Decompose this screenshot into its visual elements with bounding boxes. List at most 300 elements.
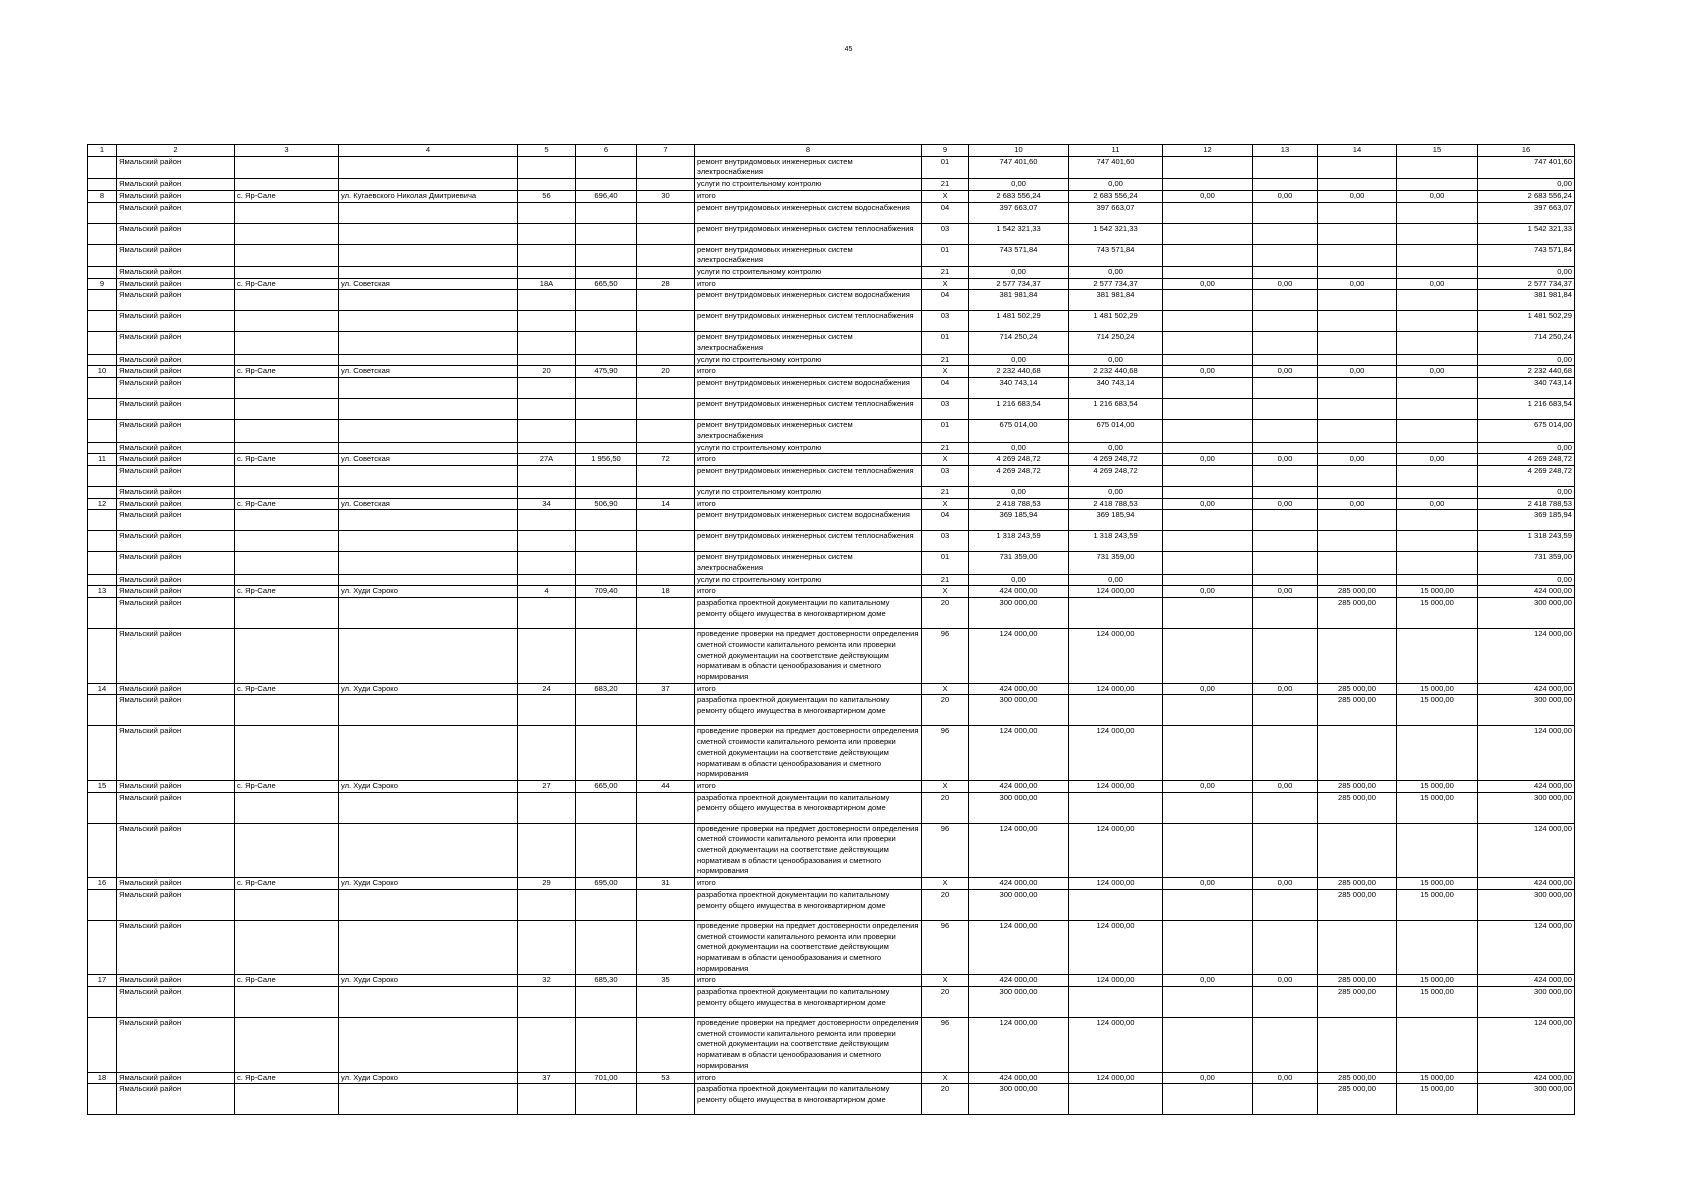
table-cell: 285 000,00 bbox=[1318, 683, 1397, 695]
table-cell: 0,00 bbox=[1069, 266, 1163, 278]
table-cell: 1 956,50 bbox=[576, 454, 637, 466]
table-cell bbox=[1318, 920, 1397, 975]
table-row bbox=[88, 920, 1575, 975]
table-cell: 6 bbox=[576, 145, 637, 157]
table-cell: Ямальский район bbox=[117, 792, 235, 823]
table-cell: 2 577 734,37 bbox=[969, 278, 1069, 290]
table-cell bbox=[576, 920, 637, 975]
table-cell bbox=[576, 889, 637, 920]
table-cell bbox=[235, 486, 339, 498]
table-cell bbox=[576, 726, 637, 781]
table-cell: с. Яр-Сале bbox=[235, 190, 339, 202]
table-cell: 12 bbox=[88, 498, 117, 510]
table-cell bbox=[576, 290, 637, 311]
table-cell: 15 000,00 bbox=[1397, 975, 1478, 987]
table-cell bbox=[518, 354, 576, 366]
table-cell: Ямальский район bbox=[117, 266, 235, 278]
table-cell: ремонт внутридомовых инженерных систем теплоснабжения bbox=[695, 223, 922, 244]
table-cell: 7 bbox=[637, 145, 695, 157]
table-cell: 714 250,24 bbox=[969, 332, 1069, 354]
table-cell bbox=[1253, 266, 1318, 278]
table-cell bbox=[235, 510, 339, 531]
table-cell: 506,90 bbox=[576, 498, 637, 510]
table-cell: 27 bbox=[518, 780, 576, 792]
table-cell bbox=[518, 792, 576, 823]
table-cell bbox=[518, 223, 576, 244]
table-cell: разработка проектной документации по капитальному ремонту общего имущества в многоквартирном доме bbox=[695, 889, 922, 920]
table-cell: ул. Советская bbox=[339, 498, 518, 510]
table-row bbox=[88, 987, 1575, 1018]
table-cell bbox=[235, 354, 339, 366]
table-cell: Х bbox=[922, 975, 969, 987]
table-cell: 731 359,00 bbox=[1478, 552, 1575, 574]
table-cell: 285 000,00 bbox=[1318, 1084, 1397, 1115]
table-cell bbox=[235, 987, 339, 1018]
table-cell: 685,30 bbox=[576, 975, 637, 987]
table-cell: Ямальский район bbox=[117, 726, 235, 781]
table-cell: 72 bbox=[637, 454, 695, 466]
table-row bbox=[88, 780, 1575, 792]
table-cell: Ямальский район bbox=[117, 179, 235, 191]
table-cell: Ямальский район bbox=[117, 683, 235, 695]
table-cell bbox=[637, 202, 695, 223]
table-cell: 01 bbox=[922, 552, 969, 574]
table-cell: 424 000,00 bbox=[969, 780, 1069, 792]
table-cell: 0,00 bbox=[1478, 266, 1575, 278]
table-cell: Ямальский район bbox=[117, 823, 235, 878]
table-cell: Ямальский район bbox=[117, 598, 235, 629]
table-cell bbox=[1163, 574, 1253, 586]
table-cell: 0,00 bbox=[1163, 586, 1253, 598]
table-row bbox=[88, 683, 1575, 695]
table-cell: 124 000,00 bbox=[1478, 1018, 1575, 1073]
table-cell bbox=[518, 598, 576, 629]
table-row bbox=[88, 878, 1575, 890]
table-cell: 0,00 bbox=[1163, 366, 1253, 378]
table-cell: 124 000,00 bbox=[1478, 726, 1575, 781]
table-cell bbox=[339, 987, 518, 1018]
table-cell bbox=[339, 574, 518, 586]
table-cell bbox=[518, 889, 576, 920]
data-table bbox=[87, 144, 1575, 1115]
table-cell bbox=[1163, 332, 1253, 354]
table-cell bbox=[1163, 598, 1253, 629]
table-cell: 2 418 788,53 bbox=[1478, 498, 1575, 510]
table-cell bbox=[1253, 179, 1318, 191]
table-cell bbox=[1253, 486, 1318, 498]
table-cell: 747 401,60 bbox=[1069, 156, 1163, 178]
table-row bbox=[88, 574, 1575, 586]
table-cell bbox=[1253, 442, 1318, 454]
table-cell bbox=[1253, 354, 1318, 366]
table-cell: 4 269 248,72 bbox=[1069, 454, 1163, 466]
table-cell bbox=[1318, 420, 1397, 442]
table-cell: ремонт внутридомовых инженерных систем теплоснабжения bbox=[695, 465, 922, 486]
table-cell bbox=[576, 574, 637, 586]
table-cell bbox=[1253, 823, 1318, 878]
table-cell: итого bbox=[695, 780, 922, 792]
table-cell bbox=[1163, 531, 1253, 552]
table-cell bbox=[1318, 311, 1397, 332]
table-cell bbox=[1163, 695, 1253, 726]
table-cell: услуги по строительному контролю bbox=[695, 266, 922, 278]
table-cell bbox=[637, 311, 695, 332]
table-cell: 4 269 248,72 bbox=[1069, 465, 1163, 486]
table-cell: 04 bbox=[922, 378, 969, 399]
table-cell bbox=[339, 510, 518, 531]
table-cell: 30 bbox=[637, 190, 695, 202]
table-cell: 15 000,00 bbox=[1397, 695, 1478, 726]
table-cell bbox=[576, 420, 637, 442]
table-cell: 1 481 502,29 bbox=[969, 311, 1069, 332]
table-cell: 300 000,00 bbox=[969, 1084, 1069, 1115]
table-cell: ремонт внутридомовых инженерных систем теплоснабжения bbox=[695, 531, 922, 552]
table-cell: 124 000,00 bbox=[1069, 683, 1163, 695]
table-cell: 0,00 bbox=[1478, 486, 1575, 498]
table-row bbox=[88, 726, 1575, 781]
table-cell: 1 542 321,33 bbox=[969, 223, 1069, 244]
table-cell: итого bbox=[695, 498, 922, 510]
table-cell bbox=[339, 311, 518, 332]
table-cell bbox=[88, 1084, 117, 1115]
table-cell: 03 bbox=[922, 223, 969, 244]
table-cell: 285 000,00 bbox=[1318, 878, 1397, 890]
table-cell: Ямальский район bbox=[117, 202, 235, 223]
table-cell: ремонт внутридомовых инженерных систем водоснабжения bbox=[695, 510, 922, 531]
table-cell: 8 bbox=[695, 145, 922, 157]
table-cell bbox=[637, 223, 695, 244]
table-cell: 300 000,00 bbox=[1478, 792, 1575, 823]
table-cell bbox=[235, 889, 339, 920]
table-cell: разработка проектной документации по капитальному ремонту общего имущества в многоквартирном доме bbox=[695, 695, 922, 726]
table-cell: Ямальский район bbox=[117, 354, 235, 366]
table-cell bbox=[518, 987, 576, 1018]
table-cell bbox=[1318, 378, 1397, 399]
table-cell bbox=[1397, 354, 1478, 366]
table-cell: Ямальский район bbox=[117, 1018, 235, 1073]
table-cell: 13 bbox=[1253, 145, 1318, 157]
table-cell: 28 bbox=[637, 278, 695, 290]
table-cell: 340 743,14 bbox=[969, 378, 1069, 399]
table-cell bbox=[1397, 442, 1478, 454]
table-cell bbox=[339, 486, 518, 498]
table-cell bbox=[339, 266, 518, 278]
table-cell: 12 bbox=[1163, 145, 1253, 157]
table-cell: 397 663,07 bbox=[969, 202, 1069, 223]
table-cell: 15 000,00 bbox=[1397, 792, 1478, 823]
table-cell bbox=[518, 465, 576, 486]
table-cell bbox=[518, 1084, 576, 1115]
table-cell: 0,00 bbox=[1318, 366, 1397, 378]
table-cell bbox=[339, 823, 518, 878]
table-cell bbox=[576, 695, 637, 726]
table-row bbox=[88, 1072, 1575, 1084]
table-cell: 18 bbox=[637, 586, 695, 598]
table-cell: 285 000,00 bbox=[1318, 586, 1397, 598]
table-cell bbox=[235, 792, 339, 823]
table-cell bbox=[637, 629, 695, 684]
table-cell bbox=[1318, 486, 1397, 498]
table-cell: 675 014,00 bbox=[1069, 420, 1163, 442]
table-cell bbox=[576, 311, 637, 332]
table-cell: 1 bbox=[88, 145, 117, 157]
table-cell bbox=[518, 510, 576, 531]
table-cell: 21 bbox=[922, 442, 969, 454]
table-cell: 124 000,00 bbox=[1069, 1072, 1163, 1084]
table-cell: 15 bbox=[88, 780, 117, 792]
table-row bbox=[88, 1084, 1575, 1115]
table-cell bbox=[637, 823, 695, 878]
table-cell: 24 bbox=[518, 683, 576, 695]
table-cell: итого bbox=[695, 878, 922, 890]
table-cell bbox=[576, 531, 637, 552]
table-cell: 0,00 bbox=[1397, 190, 1478, 202]
table-cell: 4 269 248,72 bbox=[969, 465, 1069, 486]
table-row bbox=[88, 179, 1575, 191]
table-row bbox=[88, 378, 1575, 399]
table-cell: 124 000,00 bbox=[969, 629, 1069, 684]
table-cell: 475,90 bbox=[576, 366, 637, 378]
table-cell bbox=[576, 552, 637, 574]
table-cell: 0,00 bbox=[969, 354, 1069, 366]
table-cell bbox=[637, 920, 695, 975]
table-cell bbox=[637, 266, 695, 278]
table-row bbox=[88, 486, 1575, 498]
table-cell bbox=[88, 465, 117, 486]
table-cell bbox=[637, 792, 695, 823]
table-cell: 21 bbox=[922, 574, 969, 586]
table-cell: 300 000,00 bbox=[1478, 1084, 1575, 1115]
table-cell bbox=[1397, 465, 1478, 486]
table-cell: 340 743,14 bbox=[1478, 378, 1575, 399]
table-cell bbox=[1253, 792, 1318, 823]
table-cell: 1 216 683,54 bbox=[969, 399, 1069, 420]
table-cell: Ямальский район bbox=[117, 629, 235, 684]
table-cell: Х bbox=[922, 278, 969, 290]
table-cell: ул. Худи Сэроко bbox=[339, 586, 518, 598]
table-cell: 0,00 bbox=[1397, 498, 1478, 510]
table-cell bbox=[1397, 290, 1478, 311]
table-cell bbox=[637, 987, 695, 1018]
table-cell: 1 216 683,54 bbox=[1478, 399, 1575, 420]
table-cell: 300 000,00 bbox=[969, 987, 1069, 1018]
table-cell bbox=[576, 156, 637, 178]
table-cell bbox=[518, 531, 576, 552]
table-cell bbox=[576, 1084, 637, 1115]
table-cell: 17 bbox=[88, 975, 117, 987]
table-cell bbox=[518, 574, 576, 586]
table-cell: 285 000,00 bbox=[1318, 987, 1397, 1018]
table-cell bbox=[576, 378, 637, 399]
table-cell: 695,00 bbox=[576, 878, 637, 890]
table-cell: 20 bbox=[922, 987, 969, 1018]
table-cell: 27А bbox=[518, 454, 576, 466]
table-cell bbox=[1397, 156, 1478, 178]
table-cell: 300 000,00 bbox=[969, 889, 1069, 920]
table-cell: 37 bbox=[518, 1072, 576, 1084]
table-cell bbox=[1253, 695, 1318, 726]
table-cell: 31 bbox=[637, 878, 695, 890]
table-cell: 381 981,84 bbox=[969, 290, 1069, 311]
table-cell bbox=[518, 1018, 576, 1073]
table-cell bbox=[637, 486, 695, 498]
table-cell bbox=[637, 156, 695, 178]
table-cell bbox=[339, 202, 518, 223]
table-cell bbox=[1253, 552, 1318, 574]
table-cell: 2 683 556,24 bbox=[1069, 190, 1163, 202]
table-cell: 683,20 bbox=[576, 683, 637, 695]
table-cell: Х bbox=[922, 366, 969, 378]
table-cell: 0,00 bbox=[1397, 278, 1478, 290]
table-cell bbox=[339, 1018, 518, 1073]
table-cell: 0,00 bbox=[1069, 179, 1163, 191]
table-cell: Ямальский район bbox=[117, 878, 235, 890]
table-cell: 424 000,00 bbox=[969, 975, 1069, 987]
table-cell: с. Яр-Сале bbox=[235, 498, 339, 510]
table-cell bbox=[1163, 179, 1253, 191]
table-cell bbox=[88, 510, 117, 531]
table-cell: Ямальский район bbox=[117, 498, 235, 510]
table-cell bbox=[1163, 202, 1253, 223]
table-cell: 300 000,00 bbox=[969, 598, 1069, 629]
table-cell: 300 000,00 bbox=[1478, 695, 1575, 726]
table-cell: с. Яр-Сале bbox=[235, 366, 339, 378]
table-row bbox=[88, 889, 1575, 920]
table-cell: 10 bbox=[88, 366, 117, 378]
table-row bbox=[88, 695, 1575, 726]
table-cell: 701,00 bbox=[576, 1072, 637, 1084]
table-cell bbox=[339, 465, 518, 486]
table-cell bbox=[235, 531, 339, 552]
table-cell: 675 014,00 bbox=[1478, 420, 1575, 442]
table-cell: 04 bbox=[922, 202, 969, 223]
table-cell: 03 bbox=[922, 465, 969, 486]
table-cell bbox=[518, 332, 576, 354]
table-row bbox=[88, 156, 1575, 178]
table-cell: 20 bbox=[922, 792, 969, 823]
table-cell bbox=[339, 726, 518, 781]
table-cell bbox=[88, 574, 117, 586]
table-cell bbox=[235, 1084, 339, 1115]
table-cell bbox=[1397, 202, 1478, 223]
table-cell: ремонт внутридомовых инженерных систем водоснабжения bbox=[695, 378, 922, 399]
table-cell bbox=[518, 399, 576, 420]
table-cell: 16 bbox=[1478, 145, 1575, 157]
table-cell bbox=[637, 332, 695, 354]
table-cell: 0,00 bbox=[1163, 454, 1253, 466]
table-cell bbox=[637, 574, 695, 586]
table-cell bbox=[637, 510, 695, 531]
table-cell: 285 000,00 bbox=[1318, 792, 1397, 823]
table-cell bbox=[1163, 378, 1253, 399]
table-cell bbox=[88, 889, 117, 920]
table-cell: 300 000,00 bbox=[1478, 598, 1575, 629]
table-cell: 14 bbox=[88, 683, 117, 695]
table-cell bbox=[235, 552, 339, 574]
table-cell bbox=[637, 290, 695, 311]
table-cell: 4 bbox=[518, 586, 576, 598]
table-cell bbox=[88, 531, 117, 552]
table-cell: 15 000,00 bbox=[1397, 987, 1478, 1018]
table-cell bbox=[1318, 244, 1397, 266]
table-cell: ул. Худи Сэроко bbox=[339, 780, 518, 792]
table-cell: 285 000,00 bbox=[1318, 975, 1397, 987]
table-cell bbox=[339, 354, 518, 366]
table-cell: Ямальский район bbox=[117, 311, 235, 332]
table-cell: 0,00 bbox=[1163, 190, 1253, 202]
table-row bbox=[88, 399, 1575, 420]
table-cell: Х bbox=[922, 586, 969, 598]
table-cell bbox=[576, 332, 637, 354]
table-cell bbox=[339, 290, 518, 311]
table-cell: 96 bbox=[922, 1018, 969, 1073]
table-cell bbox=[1163, 629, 1253, 684]
table-cell: 34 bbox=[518, 498, 576, 510]
table-cell: 04 bbox=[922, 510, 969, 531]
table-cell bbox=[1253, 920, 1318, 975]
table-cell bbox=[637, 1018, 695, 1073]
table-cell: Ямальский район bbox=[117, 156, 235, 178]
table-cell: 0,00 bbox=[1318, 498, 1397, 510]
table-cell bbox=[1253, 420, 1318, 442]
table-cell bbox=[637, 889, 695, 920]
table-cell bbox=[637, 531, 695, 552]
table-cell: 0,00 bbox=[1163, 878, 1253, 890]
table-cell bbox=[1397, 179, 1478, 191]
table-cell bbox=[235, 726, 339, 781]
table-cell bbox=[339, 223, 518, 244]
table-cell: 0,00 bbox=[1253, 454, 1318, 466]
table-cell: Х bbox=[922, 878, 969, 890]
table-row bbox=[88, 202, 1575, 223]
table-cell bbox=[518, 290, 576, 311]
table-cell bbox=[518, 156, 576, 178]
table-cell: Ямальский район bbox=[117, 1084, 235, 1115]
table-cell: 124 000,00 bbox=[1069, 586, 1163, 598]
table-cell bbox=[1318, 510, 1397, 531]
table-cell: 424 000,00 bbox=[1478, 683, 1575, 695]
table-cell: 0,00 bbox=[1478, 442, 1575, 454]
table-cell: ремонт внутридомовых инженерных систем теплоснабжения bbox=[695, 399, 922, 420]
table-row bbox=[88, 366, 1575, 378]
table-cell bbox=[88, 695, 117, 726]
table-cell bbox=[88, 354, 117, 366]
table-cell: 15 000,00 bbox=[1397, 586, 1478, 598]
table-cell bbox=[518, 552, 576, 574]
table-cell bbox=[1253, 726, 1318, 781]
table-cell: 53 bbox=[637, 1072, 695, 1084]
table-cell: Х bbox=[922, 190, 969, 202]
table-cell: 424 000,00 bbox=[969, 878, 1069, 890]
table-cell: 0,00 bbox=[1069, 486, 1163, 498]
table-header-row bbox=[88, 145, 1575, 157]
table-cell: 743 571,84 bbox=[1478, 244, 1575, 266]
table-cell bbox=[1253, 987, 1318, 1018]
table-cell bbox=[576, 486, 637, 498]
table-cell: итого bbox=[695, 586, 922, 598]
table-cell bbox=[1318, 179, 1397, 191]
table-cell: 5 bbox=[518, 145, 576, 157]
table-cell: 124 000,00 bbox=[1478, 629, 1575, 684]
table-cell: 0,00 bbox=[1253, 498, 1318, 510]
table-cell: ул. Худи Сэроко bbox=[339, 878, 518, 890]
table-cell bbox=[1163, 486, 1253, 498]
table-cell: 0,00 bbox=[1163, 278, 1253, 290]
table-cell: Ямальский район bbox=[117, 332, 235, 354]
table-cell bbox=[637, 244, 695, 266]
table-cell: 20 bbox=[637, 366, 695, 378]
table-cell bbox=[1318, 442, 1397, 454]
